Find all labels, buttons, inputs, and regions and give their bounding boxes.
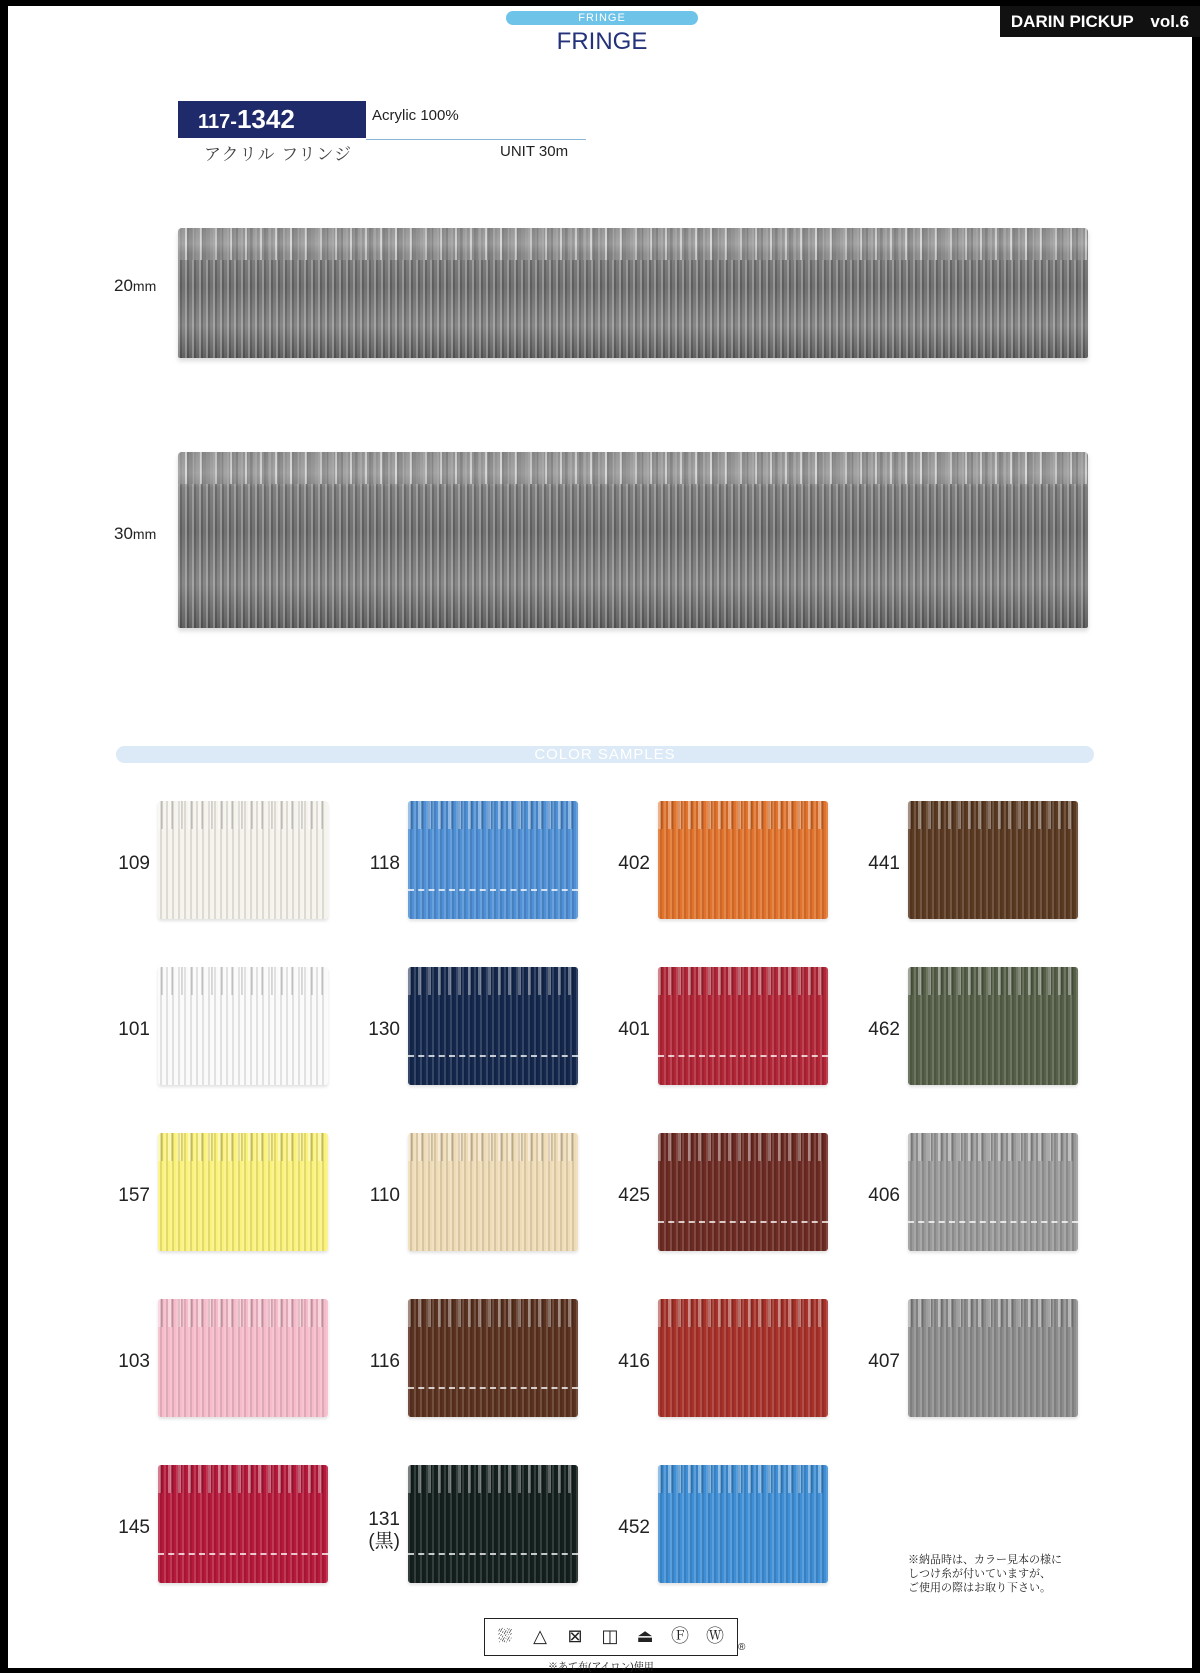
swatch-code-402: 402 [618, 853, 650, 874]
size-label-20: 20mm [114, 276, 157, 295]
color-swatch-101 [158, 967, 328, 1085]
color-swatch-452 [658, 1465, 828, 1583]
unit-label: UNIT 30m [500, 143, 569, 160]
product-code-prefix: 117- [198, 111, 237, 133]
swatch-code-118: 118 [369, 853, 400, 874]
color-swatch-109 [158, 801, 328, 919]
section-pill: FRINGE [506, 11, 698, 25]
color-swatch-462 [908, 967, 1078, 1085]
color-swatch-145 [158, 1465, 328, 1583]
color-swatch-116 [408, 1299, 578, 1417]
product-code [178, 101, 366, 138]
wet-clean-w-icon: Ⓦ [706, 1626, 724, 1647]
basting-stitch [408, 1553, 578, 1555]
hand-wash-icon: ⛆ [497, 1626, 513, 1647]
swatch-code-416: 416 [618, 1351, 650, 1372]
care-symbols [484, 1618, 738, 1656]
swatch-code-130: 130 [368, 1019, 400, 1040]
no-wash-icon: ⊠ [567, 1626, 583, 1647]
basting-note: ※納品時は、カラー見本の様に しつけ糸が付いていますが、 ご使用の際はお取り下さい。 [908, 1554, 1062, 1594]
swatch-code-401: 401 [618, 1019, 650, 1040]
swatch-code-131: 131 (黒) [350, 1509, 400, 1553]
basting-stitch [408, 1055, 578, 1057]
swatch-code-452: 452 [618, 1517, 650, 1538]
swatch-code-109: 109 [118, 853, 150, 874]
swatch-code-103: 103 [118, 1351, 150, 1372]
basting-stitch [658, 1055, 828, 1057]
color-swatch-425 [658, 1133, 828, 1251]
brand-label: DARIN PICKUP vol.6 [1000, 6, 1200, 37]
swatch-code-407: 407 [868, 1351, 900, 1372]
swatch-code-441: 441 [868, 853, 900, 874]
fringe-sample-30mm [178, 452, 1088, 628]
swatch-code-110: 110 [369, 1185, 400, 1206]
basting-stitch [908, 1221, 1078, 1223]
basting-stitch [658, 1221, 828, 1223]
iron-icon: ⏏ [636, 1626, 654, 1647]
basting-stitch [408, 889, 578, 891]
basting-stitch [158, 1553, 328, 1555]
color-swatch-130 [408, 967, 578, 1085]
swatch-code-145: 145 [118, 1517, 150, 1538]
size-label-30: 30mm [114, 524, 157, 543]
color-swatch-401 [658, 967, 828, 1085]
hang-dry-icon: ◫ [601, 1626, 619, 1647]
color-swatch-416 [658, 1299, 828, 1417]
color-swatch-402 [658, 801, 828, 919]
color-swatch-441 [908, 801, 1078, 919]
basting-stitch [408, 1387, 578, 1389]
registered-mark: ® [738, 1642, 746, 1653]
color-swatch-103 [158, 1299, 328, 1417]
bleach-icon: △ [533, 1626, 547, 1647]
catalog-page [8, 6, 1192, 1673]
material-label: Acrylic 100% [372, 107, 459, 124]
color-swatch-157 [158, 1133, 328, 1251]
fringe-sample-20mm [178, 228, 1088, 358]
color-swatch-118 [408, 801, 578, 919]
swatch-code-116: 116 [369, 1351, 400, 1372]
color-swatch-407 [908, 1299, 1078, 1417]
product-japanese-name: アクリル フリンジ [204, 145, 353, 164]
swatch-code-157: 157 [118, 1185, 150, 1206]
care-note: ※あて布(アイロン)使用 [548, 1662, 654, 1673]
swatch-code-425: 425 [618, 1185, 650, 1206]
divider [366, 139, 586, 140]
product-code-main: 1342 [236, 104, 295, 134]
swatch-code-note: (黒) [368, 1531, 400, 1552]
swatch-code-462: 462 [868, 1019, 900, 1040]
swatch-code-406: 406 [868, 1185, 900, 1206]
section-title: FRINGE [556, 28, 648, 55]
color-samples-header: COLOR SAMPLES [116, 746, 1094, 763]
color-swatch-110 [408, 1133, 578, 1251]
swatch-code-101: 101 [118, 1019, 150, 1040]
color-swatch-131 [408, 1465, 578, 1583]
color-swatch-406 [908, 1133, 1078, 1251]
dry-clean-f-icon: Ⓕ [671, 1626, 689, 1647]
